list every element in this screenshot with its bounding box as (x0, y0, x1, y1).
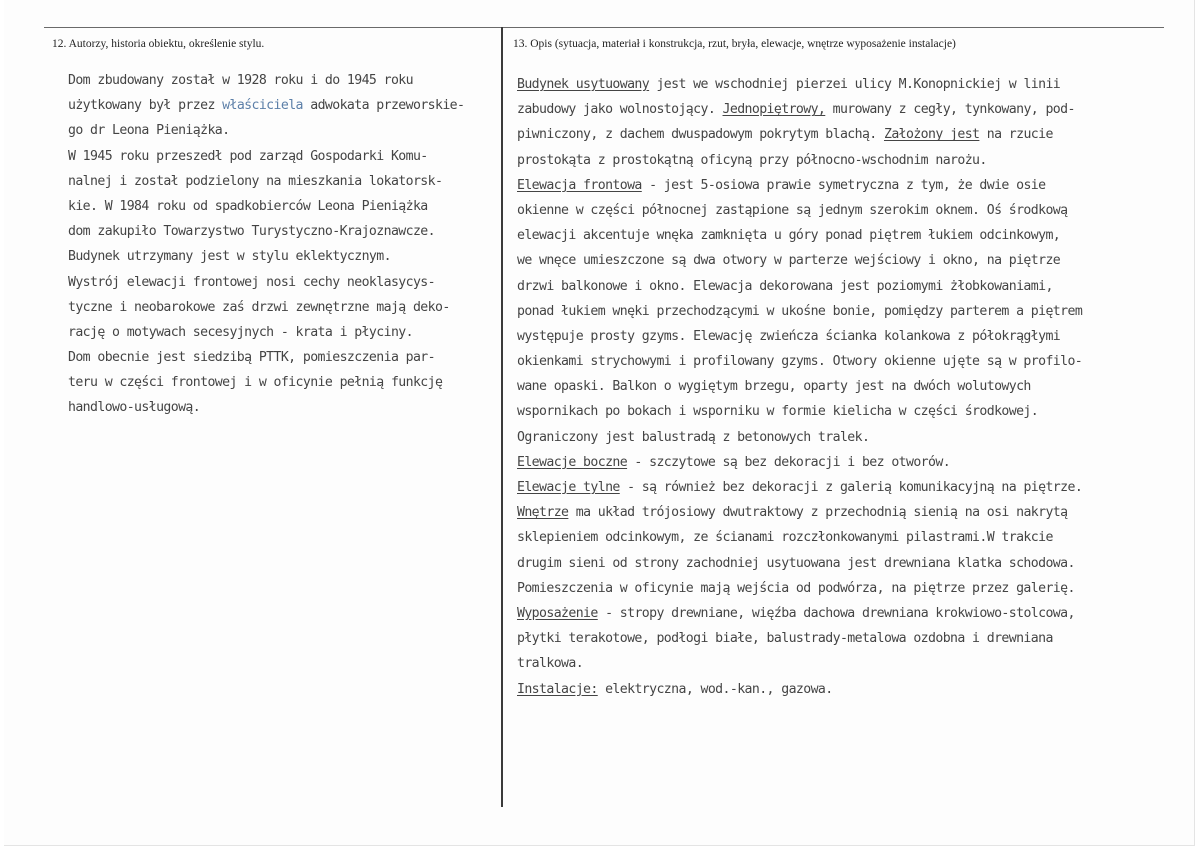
section-13-heading: 13. Opis (sytuacja, materiał i konstrukcja, rzut, bryła, elewacje, wnętrze wyposażenie instalacje) (513, 38, 956, 50)
text-segment: - są również bez dekoracji z galerią komunikacyjną na piętrze. (619, 480, 1083, 495)
text-segment: piwniczony, z dachem dwuspadowym pokrytym blachą. (517, 127, 884, 143)
text-segment: jest we wschodniej pierzei ulicy M.Konopnickiej w linii (649, 77, 1061, 92)
text-line (517, 682, 1082, 707)
underlined-term: Elewacja frontowa (517, 177, 642, 193)
text-line: Wystrój elewacji frontowej nosi cechy neoklasycys- (68, 274, 435, 290)
text-line (517, 102, 1082, 127)
text-line: W 1945 roku przeszedł pod zarząd Gospodarki Komu- (68, 148, 428, 164)
underlined-term: Elewacje tylne (517, 480, 620, 495)
underlined-term: Wnętrze (517, 505, 569, 521)
text-line: występuje prosty gzyms. Elewację zwieńcza ścianka kolankowa z półokrągłymi (517, 328, 1061, 344)
underlined-term: Elewacje boczne (517, 454, 628, 470)
text-line (517, 455, 1082, 480)
text-line: Dom obecnie jest siedzibą PTTK, pomieszczenia par- (68, 350, 435, 366)
text-segment: na rzucie (979, 127, 1053, 143)
underlined-term: Założony jest (883, 127, 980, 143)
text-line: handlowo-usługową. (68, 400, 201, 416)
underlined-term: Budynek usytuowany (517, 77, 650, 92)
text-segment: użytkowany był przez (68, 98, 223, 114)
text-line: sklepieniem odcinkowym, ze ścianami rozczłonkowanymi pilastrami.W trakcie (517, 530, 1053, 546)
underlined-term: Jednopiętrowy, (722, 102, 826, 118)
text-segment: - stropy drewniane, więźba dachowa drewniana krokwiowo-stolcowa, (597, 605, 1075, 621)
text-line: tralkowa. (517, 656, 584, 672)
underlined-term: Instalacje: (517, 681, 598, 697)
handwritten-correction: właściciela (222, 98, 303, 114)
text-segment: zabudowy jako wolnostojący. (517, 102, 723, 118)
text-line: go dr Leona Pieniążka. (68, 123, 230, 139)
text-line: tyczne i neobarokowe zaś drzwi zewnętrzne mają deko- (68, 299, 450, 315)
text-line (517, 480, 1082, 505)
text-line (517, 505, 1082, 530)
text-line (517, 606, 1082, 631)
text-segment: elektryczna, wod.-kan., gazowa. (597, 681, 833, 697)
text-segment: - szczytowe są bez dekoracji i bez otworów. (627, 454, 951, 470)
text-line: płytki terakotowe, podłogi białe, balustrady-metalowa ozdobna i drewniana (517, 631, 1053, 647)
text-line (517, 127, 1082, 152)
text-segment: - jest 5-osiowa prawie symetryczna z tym, że dwie osie (641, 177, 1046, 193)
text-segment: ponad łukiem wnęki przechodzącymi (517, 303, 760, 319)
text-line: Ograniczony jest balustradą z betonowych tralek. (517, 429, 870, 445)
text-line: dom zakupiło Towarzystwo Turystyczno-Krajoznawcze. (68, 224, 435, 240)
text-segment: ma układ trójosiowy dwutraktowy z przechodnią sienią na osi nakrytą (568, 505, 1068, 521)
text-line (68, 98, 464, 123)
header-rule (44, 27, 1164, 28)
text-line: rację o motywach secesyjnych - krata i płyciny. (68, 324, 413, 340)
text-line: Pomieszczenia w oficynie mają wejścia od podwórza, na piętrze przez galerię. (517, 580, 1075, 596)
history-text-block (68, 73, 464, 426)
text-line (517, 77, 1082, 102)
text-line: wane opaski. Balkon o wygiętym brzegu, oparty jest na dwóch wolutowych (517, 379, 1031, 395)
text-line: we wnęce umieszczone są dwa otwory w parterze wejściowy i okno, na piętrze (517, 253, 1061, 269)
document-page (4, 0, 1195, 846)
text-line: drugim sieni od strony zachodniej usytuowana jest drewniana klatka schodowa. (517, 555, 1075, 571)
text-segment: w ukośne bonie, pomiędzy parterem a piętrem (759, 303, 1083, 319)
description-text-block (517, 77, 1082, 707)
column-divider (501, 27, 503, 807)
text-line: wspornikach po bokach i wsporniku w formie kielicha w części środkowej. (517, 404, 1039, 420)
text-segment: murowany z cegły, tynkowany, pod- (825, 102, 1075, 118)
text-line (517, 178, 1082, 203)
text-line: okienkami strychowymi i profilowany gzyms. Otwory okienne ujęte są w profilo- (517, 354, 1083, 370)
underlined-term: Wyposażenie (517, 605, 598, 621)
text-line: prostokąta z prostokątną oficyną przy północno-wschodnim narożu. (517, 152, 987, 168)
text-line: Dom zbudowany został w 1928 roku i do 1945 roku (68, 73, 413, 88)
text-line: Budynek utrzymany jest w stylu eklektycznym. (68, 249, 391, 265)
text-line: okienne w części północnej zastąpione są jednym szerokim oknem. Oś środkową (517, 202, 1068, 218)
text-line: teru w części frontowej i w oficynie pełnią funkcję (68, 375, 443, 391)
text-line: drzwi balkonowe i okno. Elewacja dekorowana jest poziomymi żłobkowaniami, (517, 278, 1053, 294)
section-12-heading: 12. Autorzy, historia obiektu, określenie stylu. (52, 38, 265, 50)
text-line: elewacji akcentuje wnęka zamknięta u góry ponad piętrem łukiem odcinkowym, (517, 228, 1061, 244)
text-line: kie. W 1984 roku od spadkobierców Leona Pieniążka (68, 198, 428, 214)
text-segment: adwokata przeworskie- (302, 98, 465, 114)
text-line (517, 304, 1082, 329)
text-line: nalnej i został podzielony na mieszkania lokatorsk- (68, 173, 443, 189)
